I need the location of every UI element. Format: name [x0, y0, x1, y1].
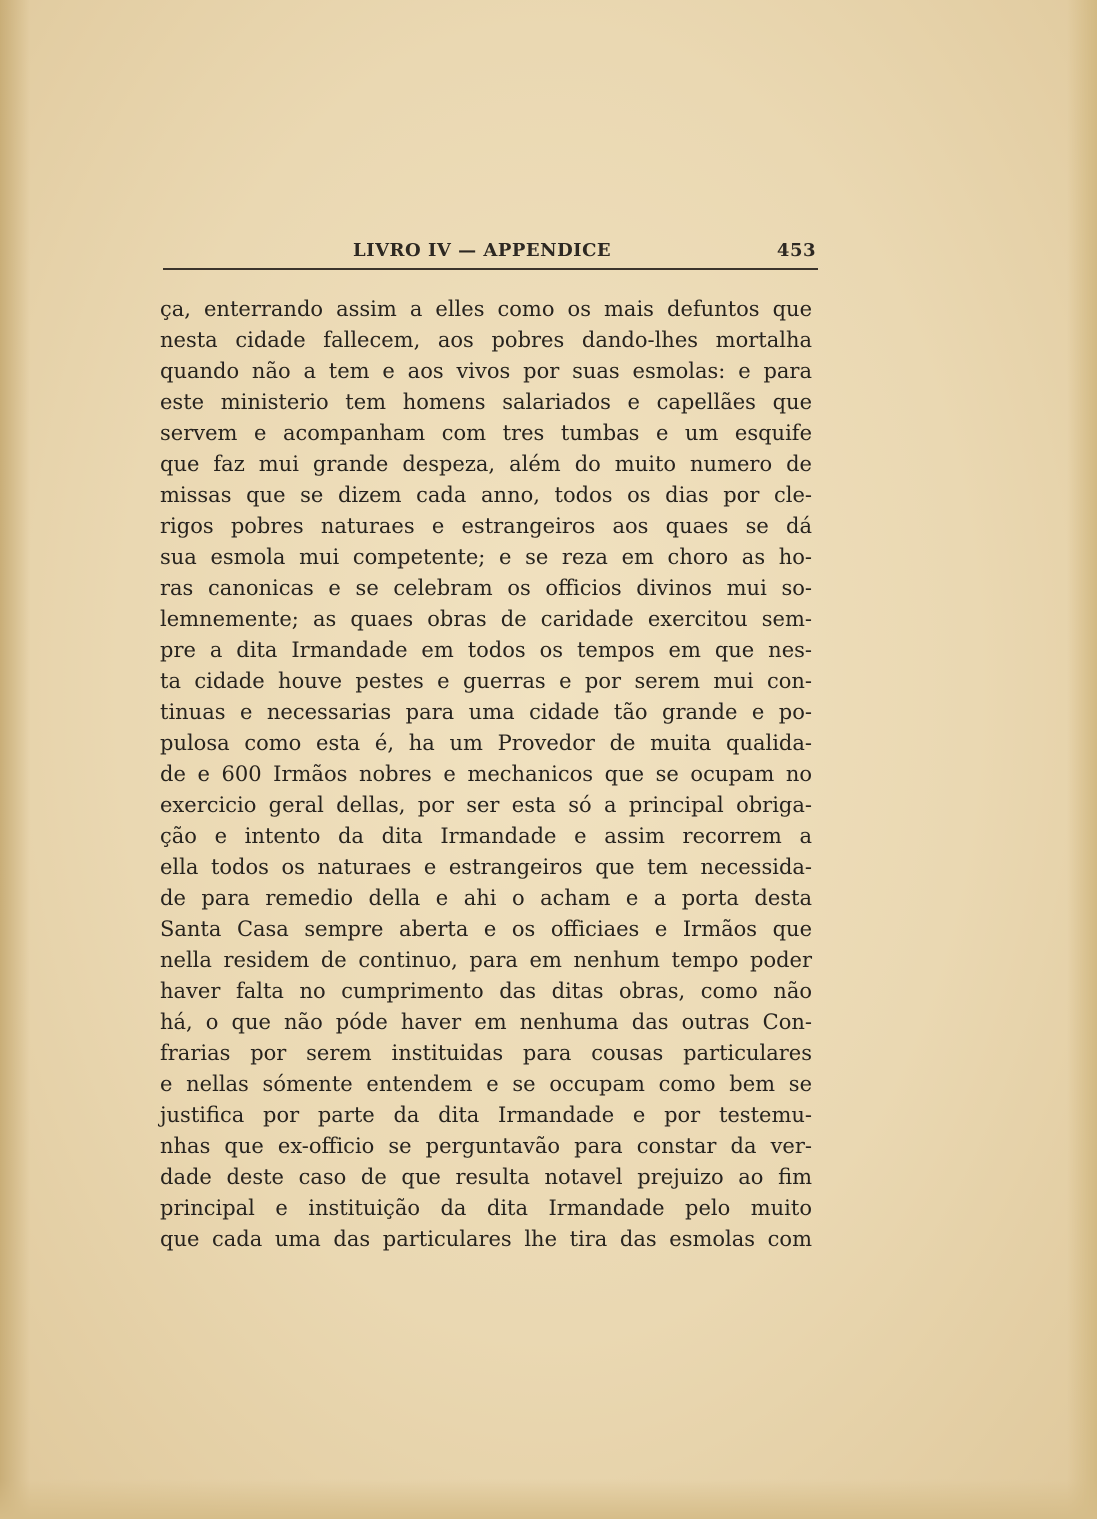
text-line: ção e intento da dita Irmandade e assim recorrem a [160, 824, 812, 848]
text-line: ella todos os naturaes e estrangeiros que tem necessida- [160, 855, 812, 879]
page-edge-right [1067, 0, 1097, 1519]
text-line: missas que se dizem cada anno, todos os dias por cle- [160, 483, 812, 507]
text-line: nhas que ex-officio se perguntavão para constar da ver- [160, 1134, 812, 1158]
body-text [160, 294, 812, 1255]
text-line: pre a dita Irmandade em todos os tempos em que nes- [160, 638, 812, 662]
text-line: frarias por serem instituidas para cousas particulares [160, 1041, 812, 1065]
page-header [163, 240, 818, 270]
text-line: de e 600 Irmãos nobres e mechanicos que se ocupam no [160, 762, 812, 786]
text-line: servem e acompanham com tres tumbas e um esquife [160, 421, 812, 445]
text-line: este ministerio tem homens salariados e capellães que [160, 390, 812, 414]
text-line: ras canonicas e se celebram os officios divinos mui so- [160, 576, 812, 600]
text-line: nesta cidade fallecem, aos pobres dando-lhes mortalha [160, 328, 812, 352]
text-line: que cada uma das particulares lhe tira das esmolas com [160, 1227, 812, 1251]
text-line: Santa Casa sempre aberta e os officiaes e Irmãos que [160, 917, 812, 941]
text-line: quando não a tem e aos vivos por suas esmolas: e para [160, 359, 812, 383]
text-line: há, o que não póde haver em nenhuma das outras Con- [160, 1010, 812, 1034]
text-line: principal e instituição da dita Irmandade pelo muito [160, 1196, 812, 1220]
text-line: justifica por parte da dita Irmandade e por testemu- [160, 1103, 812, 1127]
text-line: sua esmola mui competente; e se reza em choro as ho- [160, 545, 812, 569]
text-line: exercicio geral dellas, por ser esta só a principal obriga- [160, 793, 812, 817]
page-edge-bottom [0, 1479, 1097, 1519]
running-head: LIVRO IV — APPENDICE [353, 240, 612, 261]
text-line: tinuas e necessarias para uma cidade tão grande e po- [160, 700, 812, 724]
page-number: 453 [776, 240, 816, 261]
text-line: que faz mui grande despeza, além do muito numero de [160, 452, 812, 476]
text-line: nella residem de continuo, para em nenhum tempo poder [160, 948, 812, 972]
text-line: e nellas sómente entendem e se occupam como bem se [160, 1072, 812, 1096]
text-line: de para remedio della e ahi o acham e a porta desta [160, 886, 812, 910]
text-line: ça, enterrando assim a elles como os mais defuntos que [160, 297, 812, 321]
page-edge-left [0, 0, 30, 1519]
text-line: haver falta no cumprimento das ditas obras, como não [160, 979, 812, 1003]
text-line: ta cidade houve pestes e guerras e por serem mui con- [160, 669, 812, 693]
text-line: pulosa como esta é, ha um Provedor de muita qualida- [160, 731, 812, 755]
text-line: rigos pobres naturaes e estrangeiros aos quaes se dá [160, 514, 812, 538]
text-line: dade deste caso de que resulta notavel prejuizo ao fim [160, 1165, 812, 1189]
text-line: lemnemente; as quaes obras de caridade exercitou sem- [160, 607, 812, 631]
